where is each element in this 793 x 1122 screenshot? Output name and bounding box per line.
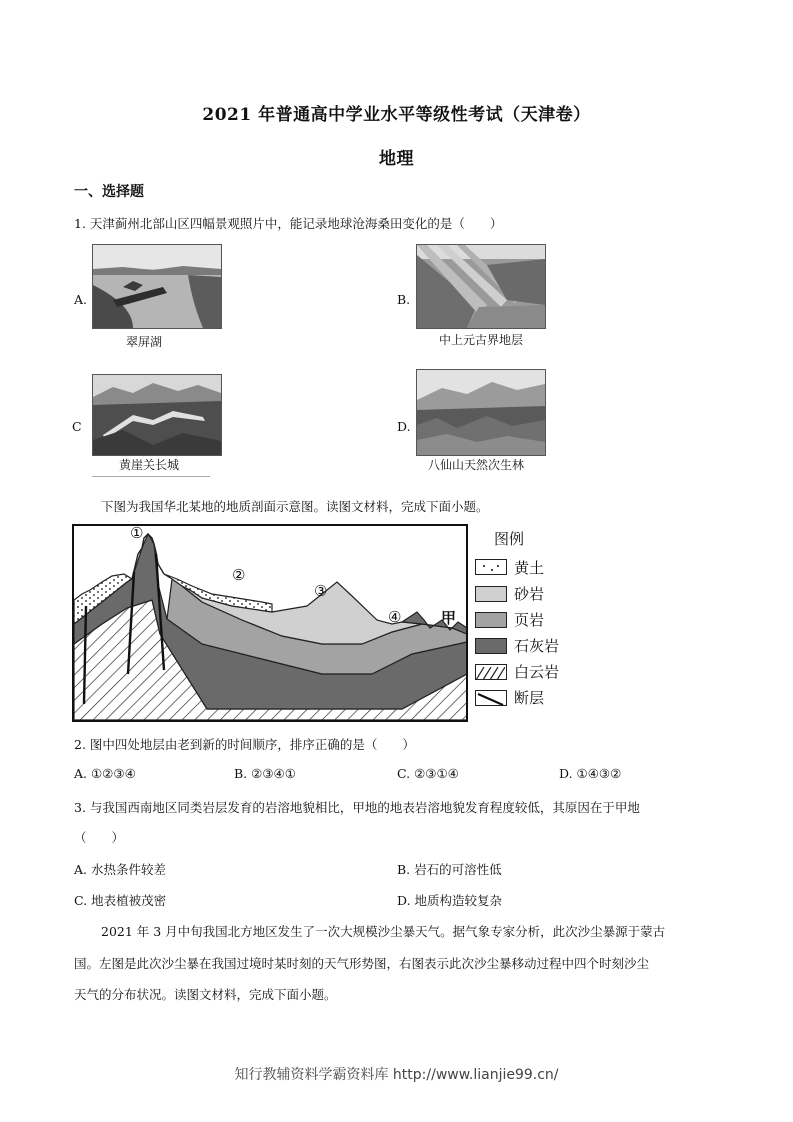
marker-1: ①	[130, 524, 144, 542]
legend-swatch-loess	[475, 559, 507, 575]
legend-label-sandstone: 砂岩	[514, 585, 545, 603]
footer-watermark[interactable]: 知行教辅资料学霸资料库 http://www.lianjie99.cn/	[234, 1067, 559, 1083]
intro-geology: 下图为我国华北某地的地质剖面示意图。读图文材料，完成下面小题。	[101, 499, 489, 514]
legend-swatch-limestone	[475, 638, 507, 654]
marker-3: ③	[314, 582, 328, 600]
q3-option-c: C. 地表植被茂密	[74, 893, 167, 908]
intro-sandstorm-line1: 2021 年 3 月中旬我国北方地区发生了一次大规模沙尘暴天气。据气象专家分析，此次沙尘暴源于蒙古	[101, 924, 666, 939]
q2-option-a: A. ①②③④	[74, 766, 136, 781]
subject-title: 地理	[379, 149, 414, 169]
legend-label-shale: 页岩	[514, 611, 545, 629]
q2-option-c: C. ②③①④	[397, 766, 459, 781]
q3-option-d: D. 地质构造较复杂	[397, 893, 503, 908]
place-label-jia: 甲	[441, 609, 457, 627]
strata-photo	[416, 244, 546, 329]
marker-4: ④	[388, 608, 402, 626]
geologic-section-diagram	[72, 524, 468, 722]
legend-label-fault: 断层	[514, 689, 545, 707]
q1-option-d-letter: D.	[397, 419, 411, 434]
q3-option-a: A. 水热条件较差	[74, 862, 166, 877]
marker-2: ②	[232, 566, 246, 584]
q1-option-a-caption: 翠屏湖	[126, 335, 163, 349]
legend-label-loess: 黄土	[514, 559, 545, 577]
q3-stem-line1: 3. 与我国西南地区同类岩层发育的岩溶地貌相比，甲地的地表岩溶地貌发育程度较低，其原因在于甲地	[74, 800, 640, 815]
legend-label-dolomite: 白云岩	[514, 663, 560, 681]
intro-sandstorm-line3: 天气的分布状况。读图文材料，完成下面小题。	[74, 987, 337, 1002]
q1-option-b-letter: B.	[397, 292, 411, 307]
forest-photo	[416, 369, 546, 456]
legend-swatch-shale	[475, 612, 507, 628]
section-heading: 一、选择题	[74, 184, 144, 200]
q1-option-a-letter: A.	[74, 292, 88, 307]
q2-option-d: D. ①④③②	[559, 766, 622, 781]
intro-sandstorm-line2: 国。左图是此次沙尘暴在我国过境时某时刻的天气形势图，右图表示此次沙尘暴移动过程中四个时刻沙尘	[74, 956, 650, 971]
q1-option-d-caption: 八仙山天然次生林	[428, 458, 525, 472]
legend-swatch-dolomite	[475, 664, 507, 680]
q1-option-c-caption: 黄崖关长城	[119, 458, 180, 472]
legend-title: 图例	[494, 530, 525, 548]
legend-swatch-sandstone	[475, 586, 507, 602]
legend-swatch-fault	[475, 690, 507, 706]
caption-underline	[92, 476, 210, 477]
q3-option-b: B. 岩石的可溶性低	[397, 862, 502, 877]
q3-stem-line2: （ ）	[74, 830, 125, 845]
lake-photo	[92, 244, 222, 329]
q1-stem: 1. 天津蓟州北部山区四幅景观照片中，能记录地球沧海桑田变化的是（ ）	[74, 216, 503, 231]
q2-option-b: B. ②③④①	[234, 766, 296, 781]
legend-label-limestone: 石灰岩	[514, 637, 560, 655]
great-wall-photo	[92, 374, 222, 456]
q2-stem: 2. 图中四处地层由老到新的时间顺序，排序正确的是（ ）	[74, 737, 415, 752]
exam-title: 2021 年普通高中学业水平等级性考试（天津卷）	[202, 105, 591, 125]
q1-option-c-letter: C	[72, 419, 82, 434]
q1-option-b-caption: 中上元古界地层	[439, 333, 524, 347]
